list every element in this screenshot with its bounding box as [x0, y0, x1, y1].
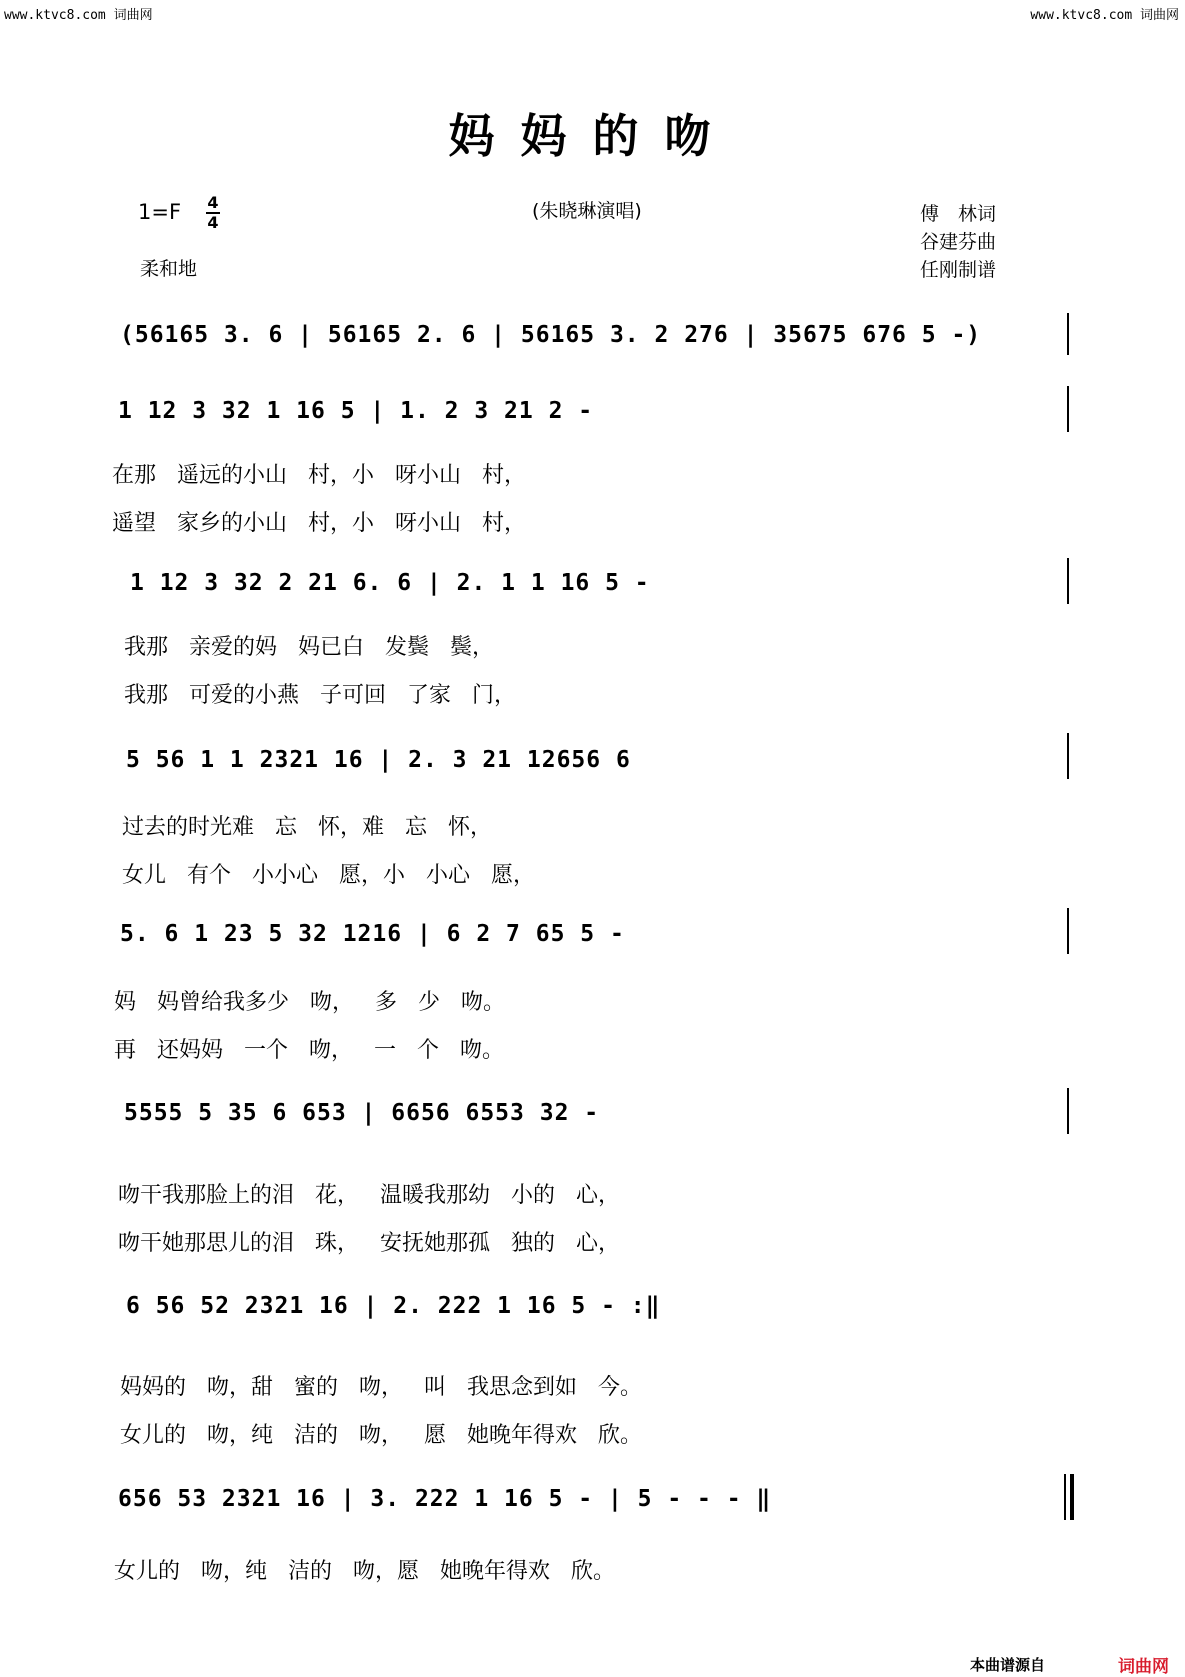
- notes-system-1: (56165 3. 6 | 56165 2. 6 | 56165 3. 2 276 | 35675 676 5 -): [120, 322, 982, 348]
- lyrics-system-5-verse-2: 再 还妈妈 一个 吻， 一 个 吻。: [114, 1038, 504, 1063]
- lyrics-system-8: 女儿的 吻，纯 洁的 吻，愿 她晚年得欢 欣。: [114, 1559, 615, 1584]
- lyrics-system-4-verse-1: 过去的时光难 忘 怀，难 忘 怀，: [122, 815, 492, 840]
- lyrics-system-3-verse-1: 我那 亲爱的妈 妈已白 发鬓 鬓，: [124, 635, 494, 660]
- barline: [1067, 1088, 1069, 1134]
- barline: [1067, 386, 1069, 432]
- footer-source: 本曲谱源自: [970, 1656, 1046, 1674]
- lyrics-system-6-verse-2: 吻干她那思儿的泪 珠， 安抚她那孤 独的 心，: [118, 1231, 620, 1256]
- key-signature: 1=F: [138, 200, 182, 224]
- notes-system-4: 5 56 1 1 2321 16 | 2. 3 21 12656 6: [126, 747, 631, 773]
- notes-system-2: 1 12 3 32 1 16 5 | 1. 2 3 21 2 -: [118, 398, 594, 424]
- barline: [1067, 313, 1069, 355]
- barline: [1067, 908, 1069, 954]
- notes-system-6: 5555 5 35 6 653 | 6656 6553 32 -: [124, 1100, 600, 1126]
- lyrics-system-7-verse-2: 女儿的 吻，纯 洁的 吻， 愿 她晚年得欢 欣。: [120, 1423, 642, 1448]
- composer: 谷建芬曲: [920, 231, 997, 253]
- tempo-marking: 柔和地: [140, 258, 198, 280]
- watermark-right: www.ktvc8.com 词曲网: [1030, 8, 1179, 23]
- credits: [920, 200, 996, 284]
- barline: [1067, 733, 1069, 779]
- lyrics-system-5-verse-1: 妈 妈曾给我多少 吻， 多 少 吻。: [114, 990, 505, 1015]
- watermark-left: www.ktvc8.com 词曲网: [4, 8, 153, 23]
- lyricist: 傅 林词: [920, 203, 997, 225]
- lyrics-system-4-verse-2: 女儿 有个 小小心 愿，小 小心 愿，: [122, 863, 535, 888]
- lyrics-system-7-verse-1: 妈妈的 吻，甜 蜜的 吻， 叫 我思念到如 今。: [120, 1375, 642, 1400]
- final-barline-thick: [1070, 1474, 1074, 1520]
- notes-system-5: 5. 6 1 23 5 32 1216 | 6 2 7 65 5 -: [120, 921, 625, 947]
- time-signature-bottom: 4: [207, 213, 219, 232]
- notes-system-3: 1 12 3 32 2 21 6. 6 | 2. 1 1 16 5 -: [130, 570, 650, 596]
- arranger: 任刚制谱: [920, 259, 997, 281]
- lyrics-system-2-verse-2: 遥望 家乡的小山 村，小 呀小山 村，: [112, 511, 526, 536]
- singer: (朱晓琳演唱): [532, 200, 642, 222]
- notes-system-8: 656 53 2321 16 | 3. 222 1 16 5 - | 5 - - - ‖: [118, 1486, 772, 1512]
- song-title: 妈妈的吻: [448, 109, 737, 163]
- site-logo: 词曲网: [1118, 1657, 1169, 1677]
- time-signature-top: 4: [207, 193, 219, 212]
- lyrics-system-3-verse-2: 我那 可爱的小燕 子可回 了家 门，: [124, 683, 516, 708]
- final-barline-thin: [1064, 1474, 1066, 1520]
- notes-system-7: 6 56 52 2321 16 | 2. 222 1 16 5 - :‖: [126, 1293, 661, 1319]
- barline: [1067, 558, 1069, 604]
- lyrics-system-6-verse-1: 吻干我那脸上的泪 花， 温暖我那幼 小的 心，: [118, 1183, 620, 1208]
- lyrics-system-2-verse-1: 在那 遥远的小山 村，小 呀小山 村，: [112, 463, 526, 488]
- time-signature: [206, 194, 220, 231]
